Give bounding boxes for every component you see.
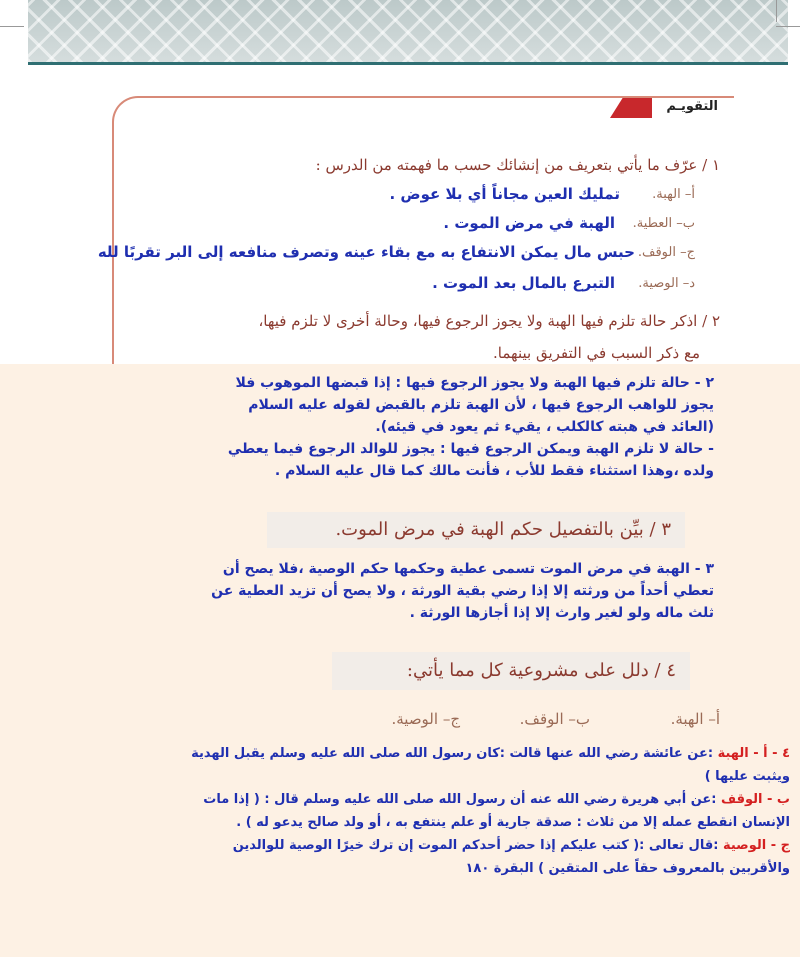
answer-tag: ج - الوصية <box>722 838 790 853</box>
q4-option: ج– الوصية. <box>391 710 460 728</box>
q1-item-label: ب– العطية. <box>632 216 695 231</box>
answer-line <box>20 834 790 857</box>
q4-prompt: ٤ / دلل على مشروعية كل مما يأتي: <box>332 652 690 690</box>
answer-line: ٢ - حالة تلزم فيها الهبة ولا يجوز الرجوع فيها : إذا قبضها الموهوب فلا <box>235 375 714 391</box>
q4-option: ب– الوقف. <box>519 710 590 728</box>
q2-answer <box>94 372 714 482</box>
q2-prompt-line: ٢ / اذكر حالة تلزم فيها الهبة ولا يجوز الرجوع فيها، وحالة أخرى لا تلزم فيها، <box>258 312 720 330</box>
q4-options <box>280 710 800 734</box>
q1-prompt: ١ / عرّف ما يأتي بتعريف من إنشائك حسب ما فهمته من الدرس : <box>315 156 720 174</box>
answer-line: ثلث ماله ولو لغير وارث إلا إذا أجازها الورثة . <box>409 605 714 621</box>
q1-item-label: أ– الهبة. <box>652 187 695 202</box>
q1-item-answer: الهبة في مرض الموت . <box>443 214 615 232</box>
answer-line: ويثبت عليها ) <box>704 769 790 784</box>
answer-line: ٣ - الهبة في مرض الموت تسمى عطية وحكمها حكم الوصية ،فلا يصح أن <box>222 561 714 577</box>
q1-item-answer: تمليك العين مجاناً أي بلا عوض . <box>389 185 620 203</box>
answer-line: تعطي أحداً من ورثته إلا إذا رضي بقية الورثة ، ولا يصح أن تزيد العطية عن <box>211 583 714 599</box>
answer-line: ولده ،وهذا استثناء فقط للأب ، فأنت مالك كما قال عليه السلام . <box>274 463 714 479</box>
crop-mark <box>0 26 24 27</box>
answer-line: الإنسان انقطع عمله إلا من ثلاث : صدقة جارية أو علم ينتفع به ، أو ولد صالح يدعو له ) . <box>236 815 790 830</box>
section-tag-label: التقويـم <box>666 99 718 114</box>
section-tag <box>610 96 732 120</box>
q1-item-label: ج– الوقف. <box>637 245 695 260</box>
q2-prompt-line: مع ذكر السبب في التفريق بينهما. <box>493 344 700 362</box>
answer-text: :عن أبي هريرة رضي الله عنه أن رسول الله صلى الله عليه وسلم قال : ( إذا مات <box>203 792 721 807</box>
q4-option: أ– الهبة. <box>670 710 720 728</box>
crop-mark <box>776 26 800 27</box>
q3-prompt: ٣ / بيِّن بالتفصيل حكم الهبة في مرض الموت. <box>267 512 685 548</box>
answer-line <box>20 788 790 811</box>
answer-tag: ٤ - أ - الهبة <box>717 746 790 761</box>
q3-answer <box>94 558 714 624</box>
answer-line <box>20 742 790 765</box>
answer-text: :عن عائشة رضي الله عنها قالت :كان رسول الله صلى الله عليه وسلم يقبل الهدية <box>191 746 718 761</box>
crop-mark <box>776 0 777 22</box>
header-pattern <box>28 0 788 62</box>
answer-text: :قال تعالى :( كتب عليكم إذا حضر أحدكم الموت إن ترك خيرًا الوصية للوالدين <box>232 838 723 853</box>
answer-line: (العائد في هبته كالكلب ، يقيء ثم يعود في قيئه). <box>375 419 714 435</box>
tag-arrow-icon <box>610 98 652 118</box>
q1-item-answer: حبس مال يمكن الانتفاع به مع بقاء عينه وتصرف منافعه إلى البر تقربًا لله <box>97 243 635 261</box>
answer-line: يجوز للواهب الرجوع فيها ، لأن الهبة تلزم بالقبض لقوله عليه السلام <box>248 397 714 413</box>
answer-tag: ب - الوقف <box>721 792 790 807</box>
answer-line: - حالة لا تلزم الهبة ويمكن الرجوع فيها : يجوز للوالد الرجوع فيما يعطي <box>227 441 714 457</box>
header-divider <box>28 62 788 65</box>
q4-answers <box>20 742 790 880</box>
answer-line: والأقربين بالمعروف حقاً على المتقين ) البقرة ١٨٠ <box>465 861 790 876</box>
q1-item-label: د– الوصية. <box>638 276 695 291</box>
q1-item-answer: التبرع بالمال بعد الموت . <box>432 274 615 292</box>
